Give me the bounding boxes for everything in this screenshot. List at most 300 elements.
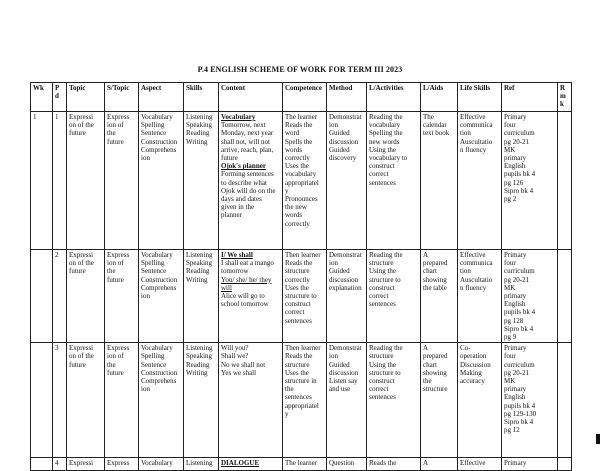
cell-line: arrive, reach, plan, — [221, 145, 274, 154]
cell-line: explanation — [329, 283, 362, 292]
cell-line: L/Activities — [369, 84, 404, 92]
cell-line: future — [107, 275, 124, 284]
cell-line: structure to — [285, 292, 317, 301]
cell-line: Competence — [285, 84, 322, 92]
cell-line: Uses the — [285, 162, 309, 171]
cell-method — [327, 112, 367, 250]
cell-subtopic — [105, 458, 139, 471]
cell-line: future — [69, 129, 86, 138]
cell-line: Expressi — [69, 459, 94, 468]
cell-skills — [184, 458, 219, 471]
cell-line: the — [285, 385, 294, 394]
column-header — [502, 83, 558, 112]
cell-line: Guided — [329, 129, 350, 138]
cell-line: Content — [221, 84, 246, 92]
cell-line: correctly — [285, 275, 310, 284]
cell-wk — [31, 343, 53, 458]
cell-line: discovery — [329, 154, 357, 163]
cell-line: curriculum — [504, 129, 535, 138]
cell-line: future — [69, 267, 86, 276]
cell-line: ion — [141, 154, 150, 163]
table-row — [31, 250, 572, 343]
column-header — [327, 83, 367, 112]
cell-line: The — [423, 113, 434, 121]
cell-line: new words — [369, 137, 400, 146]
cell-line: showing — [423, 368, 447, 377]
cell-aspect — [139, 250, 184, 343]
cell-line: Primary — [504, 251, 527, 259]
cell-line: future — [107, 137, 124, 146]
cell-skills — [184, 250, 219, 343]
cell-rmk — [558, 112, 572, 250]
cell-line: pg 20-21 — [504, 275, 530, 284]
cell-line: Reading the — [369, 113, 403, 121]
cell-line: Vocabulary — [141, 344, 173, 353]
cell-line: Comprehens — [141, 283, 177, 292]
cell-line: vocabulary — [369, 121, 401, 130]
cell-line: Auscultatio — [460, 275, 493, 284]
column-header — [458, 83, 502, 112]
cell-line: Construction — [141, 137, 178, 146]
cell-line: pupils bk 4 — [504, 401, 536, 410]
cell-line: R — [560, 84, 566, 92]
cell-line: pg 126 — [504, 178, 524, 187]
cell-line: Primary — [504, 113, 527, 121]
page-edge-mark — [596, 434, 600, 444]
cell-subtopic — [105, 343, 139, 458]
cell-line: primary — [504, 385, 527, 394]
cell-line: communica — [460, 121, 493, 130]
cell-line: Pronounces — [285, 195, 318, 204]
cell-line: Tomorrow, next — [221, 121, 266, 130]
cell-line: Listen say — [329, 377, 358, 386]
table-row — [31, 458, 572, 471]
cell-line: text book — [423, 129, 450, 138]
cell-line: Making — [460, 368, 482, 377]
cell-line: Listening — [186, 459, 213, 468]
cell-line: word — [285, 129, 300, 138]
cell-line: ion — [141, 292, 150, 301]
cell-line: Wk — [33, 84, 44, 92]
column-header — [31, 83, 53, 112]
cell-line: vocabulary — [285, 170, 317, 179]
cell-line: L/Aids — [423, 84, 444, 92]
cell-line: Reads the — [369, 459, 397, 468]
cell-line: Life Skills — [460, 84, 491, 92]
cell-topic — [67, 458, 105, 471]
cell-line: given in the — [221, 203, 255, 212]
cell-line: structure — [369, 352, 394, 361]
cell-line: on of the — [69, 121, 94, 130]
cell-line: Demonstrat — [329, 113, 362, 121]
cell-wk — [31, 112, 53, 250]
cell-line: future — [107, 368, 124, 377]
cell-line: future — [221, 154, 238, 163]
cell-aids — [421, 112, 458, 250]
cell-line: four — [504, 259, 516, 268]
cell-line: sentences — [369, 178, 396, 187]
cell-activities — [367, 112, 421, 250]
cell-line: Aspect — [141, 84, 162, 92]
cell-competence — [283, 112, 327, 250]
cell-line: to describe what — [221, 178, 267, 187]
cell-competence — [283, 250, 327, 343]
cell-line: construct — [369, 377, 395, 386]
cell-line: sentences — [369, 300, 396, 309]
cell-line: The learner — [285, 459, 318, 468]
cell-line: k — [560, 100, 564, 109]
cell-line: Express — [107, 459, 130, 468]
scheme-of-work-table — [30, 82, 572, 471]
cell-life-skills — [458, 458, 502, 471]
cell-activities — [367, 250, 421, 343]
cell-line: Primary — [504, 459, 527, 468]
cell-line: primary — [504, 154, 527, 163]
cell-line: Co- — [460, 344, 471, 353]
cell-activities — [367, 458, 421, 471]
column-header — [139, 83, 184, 112]
cell-line: Writing — [186, 275, 208, 284]
cell-line: tomorrow — [221, 267, 249, 276]
cell-line: tion — [460, 267, 471, 276]
cell-line: calendar — [423, 121, 447, 130]
cell-line: days and dates — [221, 195, 262, 204]
cell-method — [327, 458, 367, 471]
cell-line: Guided — [329, 145, 350, 154]
cell-pd — [53, 250, 67, 343]
table-row — [31, 112, 572, 250]
cell-line: appropriatel — [285, 401, 319, 410]
cell-line: Question — [329, 459, 355, 468]
cell-line: ion — [329, 352, 338, 361]
cell-line: Construction — [141, 275, 178, 284]
cell-line: structure — [423, 385, 448, 394]
cell-line: future — [69, 360, 86, 369]
cell-line: 3 — [55, 344, 59, 353]
cell-pd — [53, 458, 67, 471]
cell-line: pg 128 — [504, 316, 524, 325]
cell-line: Shall we? — [221, 352, 249, 361]
cell-line: Vocabulary — [141, 113, 173, 121]
cell-line: Expressi — [69, 113, 94, 121]
cell-line: Topic — [69, 84, 86, 92]
cell-line: chart — [423, 360, 437, 369]
cell-line: S/Topic — [107, 84, 130, 92]
cell-method — [327, 343, 367, 458]
cell-line: MK — [504, 377, 516, 386]
cell-line: English — [504, 162, 526, 171]
cell-line: Speaking — [186, 352, 213, 361]
cell-line: school tomorrow — [221, 300, 269, 309]
cell-line: Yes we shall — [221, 368, 257, 377]
cell-life-skills — [458, 250, 502, 343]
cell-line: structure in — [285, 377, 317, 386]
cell-line: vocabulary to — [369, 154, 408, 163]
cell-aids — [421, 250, 458, 343]
cell-content — [219, 250, 283, 343]
cell-line: Sentence — [141, 267, 167, 276]
cell-line: A — [423, 251, 429, 259]
cell-line: the table — [423, 283, 447, 292]
cell-line: Guided — [329, 267, 350, 276]
cell-line: Method — [329, 84, 353, 92]
cell-line: Forming sentences — [221, 170, 274, 179]
cell-line: curriculum — [504, 267, 535, 276]
cell-line: discussion — [329, 368, 359, 377]
cell-line: Using the — [369, 145, 397, 154]
cell-line: Express — [107, 344, 130, 353]
cell-line: Uses the — [285, 283, 309, 292]
cell-line: planner — [221, 211, 242, 220]
cell-line: structure to — [369, 368, 401, 377]
cell-line: Reading — [186, 360, 210, 369]
cell-line: chart — [423, 267, 437, 276]
cell-rmk — [558, 458, 572, 471]
cell-line: pg 12 — [504, 426, 520, 435]
cell-aids — [421, 343, 458, 458]
cell-line: Discussion — [460, 360, 491, 369]
cell-line: Comprehens — [141, 377, 177, 386]
cell-line: shall not, will not — [221, 137, 270, 146]
cell-line: Primary — [504, 344, 527, 353]
cell-line: Reads the — [285, 352, 313, 361]
column-header — [367, 83, 421, 112]
column-header — [105, 83, 139, 112]
cell-line: 2 — [55, 251, 59, 259]
column-header — [421, 83, 458, 112]
cell-line: English — [504, 393, 526, 402]
cell-line: Using the — [369, 360, 397, 369]
cell-line: primary — [504, 292, 527, 301]
cell-line: communica — [460, 259, 493, 268]
cell-line: Effective — [460, 251, 486, 259]
cell-line: and use — [329, 385, 351, 394]
cell-line: Vocabulary — [141, 459, 173, 468]
cell-line: on of the — [69, 259, 94, 268]
cell-line: Sipro bk 4 — [504, 418, 534, 427]
cell-line: Express — [107, 113, 130, 121]
cell-line: Comprehens — [141, 145, 177, 154]
cell-skills — [184, 343, 219, 458]
cell-life-skills — [458, 112, 502, 250]
cell-line: Skills — [186, 84, 203, 92]
cell-line: A — [423, 459, 429, 468]
cell-line: pupils bk 4 — [504, 170, 536, 179]
cell-line: Listening — [186, 344, 213, 353]
cell-line: appropriatel — [285, 178, 319, 187]
cell-line: discussion — [329, 275, 359, 284]
cell-line: showing — [423, 275, 447, 284]
cell-line: Ojok's planner — [221, 162, 266, 171]
cell-line: correct — [369, 385, 389, 394]
cell-line: Then learner — [285, 251, 321, 259]
cell-line: MK — [504, 145, 516, 154]
cell-ref — [502, 250, 558, 343]
cell-aspect — [139, 112, 184, 250]
cell-line: A — [423, 344, 429, 353]
cell-line: construct — [369, 283, 395, 292]
cell-line: Reading the — [369, 344, 403, 353]
cell-line: P — [55, 84, 60, 92]
cell-line: Then learner — [285, 344, 321, 353]
cell-line: prepared — [423, 259, 448, 268]
cell-line: Express — [107, 251, 130, 259]
cell-line: DIALOGUE — [221, 459, 260, 468]
cell-line: words — [285, 211, 303, 220]
cell-subtopic — [105, 112, 139, 250]
cell-line: Construction — [141, 368, 178, 377]
cell-life-skills — [458, 343, 502, 458]
cell-line: correct — [285, 308, 305, 317]
cell-rmk — [558, 250, 572, 343]
cell-line: Spells the — [285, 137, 313, 146]
cell-skills — [184, 112, 219, 250]
cell-line: prepared — [423, 352, 448, 361]
cell-line: y — [285, 186, 289, 195]
cell-line: n fluency — [460, 145, 487, 154]
cell-line: 1 — [55, 113, 59, 121]
cell-line: structure to — [369, 275, 401, 284]
cell-line: words — [285, 145, 303, 154]
cell-line: structure — [285, 267, 310, 276]
cell-line: m — [560, 92, 566, 101]
cell-line: Reading — [186, 267, 210, 276]
cell-topic — [67, 250, 105, 343]
document-title: P.4 ENGLISH SCHEME OF WORK FOR TERM III 2023 — [197, 65, 403, 74]
cell-line: Uses the — [285, 368, 309, 377]
cell-line: Vocabulary — [221, 113, 256, 121]
cell-line: construct — [285, 300, 311, 309]
cell-line: English — [504, 300, 526, 309]
cell-line: Using the — [369, 267, 397, 276]
cell-line: sentences — [285, 316, 312, 325]
cell-wk — [31, 458, 53, 471]
cell-line: pg 2 — [504, 195, 517, 204]
cell-line: Ojok will do on the — [221, 186, 276, 195]
cell-line: correctly — [285, 154, 310, 163]
cell-line: Demonstrat — [329, 251, 362, 259]
cell-line: four — [504, 121, 516, 130]
cell-line: Speaking — [186, 121, 213, 130]
cell-line: on of the — [69, 352, 94, 361]
cell-line: Alice will go to — [221, 292, 265, 301]
cell-aspect — [139, 343, 184, 458]
cell-line: n fluency — [460, 283, 487, 292]
cell-line: ion of — [107, 259, 124, 268]
cell-line: the new — [285, 203, 307, 212]
cell-line: Effective — [460, 113, 486, 121]
cell-line: Sentence — [141, 360, 167, 369]
cell-line: Ref — [504, 84, 515, 92]
cell-line: Listening — [186, 113, 213, 121]
cell-line: structure — [369, 259, 394, 268]
column-header — [558, 83, 572, 112]
cell-line: y — [285, 409, 289, 418]
cell-line: discussion — [329, 137, 359, 146]
table-row — [31, 343, 572, 458]
cell-line: pg 129-130 — [504, 409, 537, 418]
cell-content — [219, 112, 283, 250]
cell-line: Reading the — [369, 251, 403, 259]
cell-line: Expressi — [69, 344, 94, 353]
cell-competence — [283, 343, 327, 458]
cell-content — [219, 458, 283, 471]
cell-line: correct — [369, 292, 389, 301]
cell-line: Sipro bk 4 — [504, 324, 534, 333]
cell-topic — [67, 343, 105, 458]
cell-pd — [53, 112, 67, 250]
cell-activities — [367, 343, 421, 458]
cell-pd — [53, 343, 67, 458]
cell-competence — [283, 458, 327, 471]
cell-line: Expressi — [69, 251, 94, 259]
cell-aspect — [139, 458, 184, 471]
cell-line: 1 — [33, 113, 37, 121]
cell-line: Sipro bk 4 — [504, 186, 534, 195]
cell-line: Will you? — [221, 344, 249, 353]
column-header — [283, 83, 327, 112]
cell-line: 4 — [55, 459, 59, 468]
cell-line: Writing — [186, 368, 208, 377]
cell-line: I shall eat a mango — [221, 259, 274, 268]
cell-line: correct — [369, 170, 389, 179]
cell-line: ion — [141, 385, 150, 394]
cell-line: ion — [329, 121, 338, 130]
cell-line: correctly — [285, 219, 310, 228]
cell-line: construct — [369, 162, 395, 171]
cell-line: MK — [504, 283, 516, 292]
cell-line: Spelling the — [369, 129, 403, 138]
cell-line: ion of — [107, 352, 124, 361]
cell-line: The learner — [285, 113, 318, 121]
cell-line: I/ We shall — [221, 251, 253, 259]
column-header — [219, 83, 283, 112]
cell-line: pupils bk 4 — [504, 308, 536, 317]
cell-line: the — [107, 267, 116, 276]
cell-line: four — [504, 352, 516, 361]
cell-ref — [502, 458, 558, 471]
cell-subtopic — [105, 250, 139, 343]
cell-line: will — [221, 283, 232, 292]
cell-ref — [502, 112, 558, 250]
cell-line: sentences — [369, 393, 396, 402]
cell-method — [327, 250, 367, 343]
cell-line: No we shall not — [221, 360, 266, 369]
cell-line: Auscultatio — [460, 137, 493, 146]
cell-line: curriculum — [504, 360, 535, 369]
cell-line: Effective — [460, 459, 486, 468]
cell-line: Spelling — [141, 259, 165, 268]
cell-line: pg 20-21 — [504, 137, 530, 146]
cell-line: Writing — [186, 137, 208, 146]
cell-topic — [67, 112, 105, 250]
cell-line: Reads the — [285, 259, 313, 268]
header-row — [31, 83, 572, 112]
cell-line: operation — [460, 352, 487, 361]
cell-line: Reads the — [285, 121, 313, 130]
cell-line: ion — [329, 259, 338, 268]
cell-line: sentences — [285, 393, 312, 402]
cell-content — [219, 343, 283, 458]
cell-rmk — [558, 343, 572, 458]
cell-line: ion of — [107, 121, 124, 130]
column-header — [53, 83, 67, 112]
cell-line: Reading — [186, 129, 210, 138]
cell-line: Speaking — [186, 259, 213, 268]
cell-line: Sentence — [141, 129, 167, 138]
column-header — [184, 83, 219, 112]
column-header — [67, 83, 105, 112]
